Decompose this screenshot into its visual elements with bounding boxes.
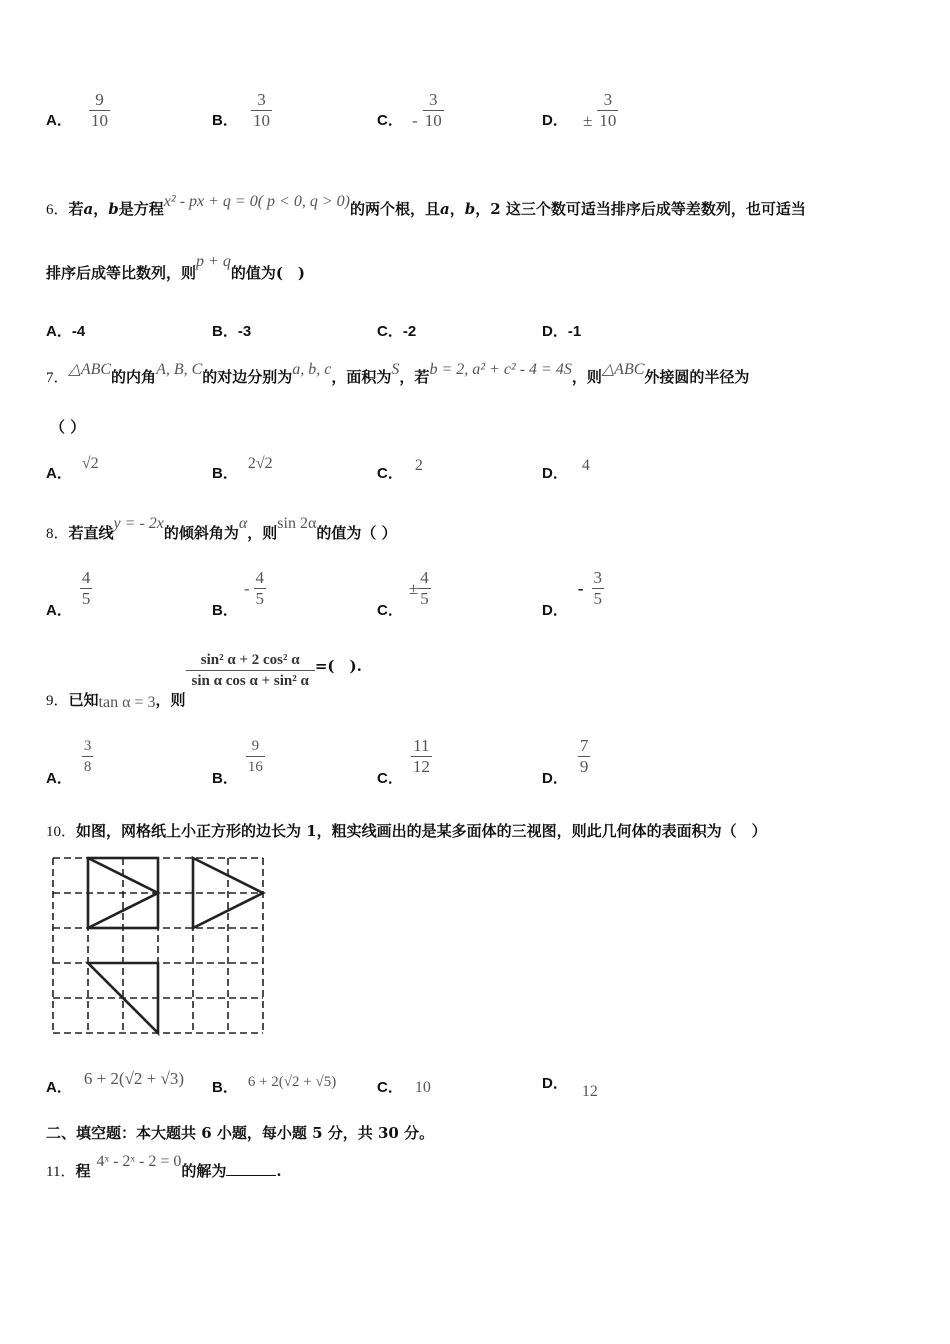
q8-line-equation: y = - 2x [113, 515, 164, 532]
q8-option-b: B．- $\frac{4}{5}$ [212, 568, 265, 619]
q7-line1: 7．△ABC的内角A, B, C的对边分别为a, b, c，面积为S，若b = 2, a² + c² - 4 = 4S，则△ABC外接圆的半径为 [46, 361, 750, 386]
q9-option-b: B． $\frac{9}{16}$ [212, 738, 263, 787]
q11-equation: 4ˣ - 2ˣ - 2 = 0 [96, 1153, 182, 1170]
q7-option-b: B．2√2 [212, 455, 273, 482]
q10-text: 10．如图，网格纸上小正方形的边长为 1，粗实线画出的是某多面体的三视图，则此几何体的表面积为（ ） [46, 822, 767, 840]
q6-expression: p + q [196, 253, 231, 270]
q7-option-a: A．√2 [46, 455, 99, 482]
q5-option-c: C． - $\frac{3}{10}$ [377, 90, 442, 130]
q8-expression: sin 2α [277, 515, 317, 532]
q5-option-b: B． $\frac{3}{10}$ [212, 90, 270, 130]
q9-option-c: C． $\frac{11}{12}$ [377, 736, 430, 787]
q9-option-a: A． $\frac{3}{8}$ [46, 738, 92, 787]
q5-option-d: D． ± $\frac{3}{10}$ [542, 90, 617, 130]
q11-answer-blank[interactable] [226, 1175, 276, 1176]
q11-line: 11．程4ˣ - 2ˣ - 2 = 0的解为 . [46, 1153, 282, 1180]
q6-line1: 6．若a，b是方程x² - px + q = 0( p < 0, q > 0)的两个根，且a，b，2 这三个数可适当排序后成等差数列，也可适当 [46, 193, 806, 218]
q8-line: 8．若直线y = - 2x的倾斜角为α，则sin 2α的值为（ ） [46, 515, 397, 542]
q5-option-a: A． $\frac{9}{10}$ [46, 90, 108, 130]
q7-condition: b = 2, a² + c² - 4 = 4S [429, 361, 572, 378]
q8-option-d: D．- $\frac{3}{5}$ [542, 568, 603, 619]
q9-fraction: $\frac{\text{sin² α + 2 cos² α}}{\text{sin α cos α + sin² α}}$ [186, 650, 315, 691]
q6-equation: x² - px + q = 0( p < 0, q > 0) [163, 193, 350, 210]
q6-option-c: C．-2 [377, 323, 417, 340]
q10-option-d: D． 12 [542, 1075, 598, 1100]
q6-line2: 排序后成等比数列，则p + q的值为( ) [46, 253, 306, 282]
q7-triangle: △ABC [68, 361, 112, 378]
three-view-figure [50, 855, 266, 1038]
q8-option-a: A． $\frac{4}{5}$ [46, 568, 91, 619]
q9-given: tan α = 3 [98, 693, 156, 711]
q7-option-c: C． 2 [377, 457, 423, 482]
q7-triangle-2: △ABC [601, 361, 645, 378]
q8-alpha: α [238, 515, 248, 532]
section-2-heading: 二、填空题：本大题共 6 小题，每小题 5 分，共 30 分。 [46, 1124, 435, 1142]
q5-a-fraction: $\frac{9}{10}$ [90, 90, 108, 130]
q8-option-c: C．± $\frac{4}{5}$ [377, 568, 429, 619]
q5-c-fraction: $\frac{3}{10}$ [424, 90, 442, 130]
q9-option-d: D． $\frac{7}{9}$ [542, 736, 589, 787]
q9-line: 9．已知tan α = 3，则 $\frac{\text{sin² α + 2 cos² α}}{\text{sin α cos α + sin² α}}$ =( ). [46, 652, 362, 711]
q7-area: S [391, 361, 400, 378]
q7-paren: （ ） [50, 418, 86, 436]
q7-angles: A, B, C [156, 361, 203, 378]
q7-sides: a, b, c [292, 361, 332, 378]
q10-option-b: B． 6 + 2(√2 + √5) [212, 1074, 337, 1096]
q6-option-b: B．-3 [212, 323, 252, 340]
q5-b-fraction: $\frac{3}{10}$ [252, 90, 270, 130]
q6-option-d: D．-1 [542, 323, 582, 340]
q5-d-fraction: $\frac{3}{10}$ [599, 90, 617, 130]
q6-option-a: A．-4 [46, 323, 86, 340]
q10-option-a: A． 6 + 2(√2 + √3) [46, 1069, 185, 1096]
q7-option-d: D． 4 [542, 457, 590, 482]
q10-option-c: C． 10 [377, 1079, 431, 1096]
